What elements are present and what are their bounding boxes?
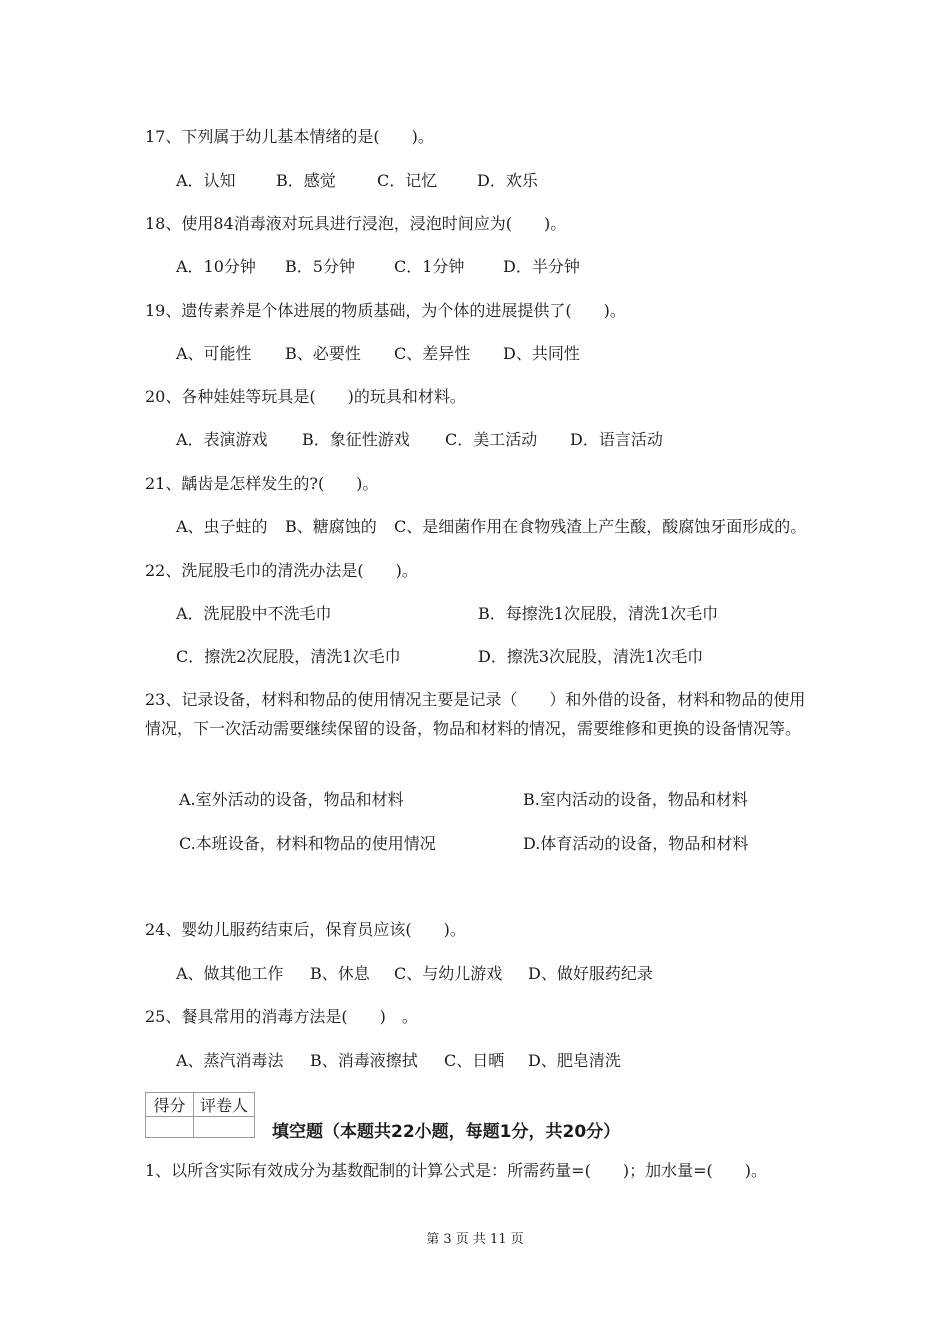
question-17-stem: 17、下列属于幼儿基本情绪的是( )。 (145, 127, 434, 146)
option: D、共同性 (503, 344, 580, 363)
option: B、必要性 (285, 344, 361, 363)
question-18-stem: 18、使用84消毒液对玩具进行浸泡，浸泡时间应为( )。 (145, 214, 567, 233)
option: B．5分钟 (285, 257, 355, 276)
fill-question-1-stem: 1、以所含实际有效成分为基数配制的计算公式是：所需药量=( )；加水量=( )。 (145, 1161, 767, 1180)
option: A.室外活动的设备，物品和材料 (179, 790, 404, 809)
option: A．认知 (176, 171, 236, 190)
option: A．10分钟 (176, 257, 256, 276)
score-box (145, 1092, 255, 1138)
option: C、与幼儿游戏 (394, 964, 503, 983)
option: A、蒸汽消毒法 (176, 1051, 284, 1070)
option: C、是细菌作用在食物残渣上产生酸，酸腐蚀牙面形成的。 (394, 517, 807, 536)
option: D.体育活动的设备，物品和材料 (523, 834, 749, 853)
question-24-stem: 24、婴幼儿服药结束后，保育员应该( )。 (145, 920, 466, 939)
option: A、可能性 (176, 344, 252, 363)
option: A、虫子蛀的 (176, 517, 268, 536)
question-25-stem: 25、餐具常用的消毒方法是( ) 。 (145, 1007, 418, 1026)
page-number: 第 3 页 共 11 页 (426, 1232, 524, 1247)
option: A．洗屁股中不洗毛巾 (176, 604, 332, 623)
option: D、做好服药纪录 (528, 964, 653, 983)
option: B.室内活动的设备，物品和材料 (523, 790, 748, 809)
option: D、肥皂清洗 (528, 1051, 621, 1070)
option: C．擦洗2次屁股，清洗1次毛巾 (176, 647, 401, 666)
grader-cell (194, 1117, 255, 1138)
option: C．记忆 (377, 171, 438, 190)
option: A、做其他工作 (176, 964, 284, 983)
score-cell (146, 1117, 194, 1138)
option: B、糖腐蚀的 (285, 517, 377, 536)
option: D．半分钟 (503, 257, 580, 276)
option: B．感觉 (276, 171, 336, 190)
question-20-stem: 20、各种娃娃等玩具是( )的玩具和材料。 (145, 387, 466, 406)
option: A．表演游戏 (176, 430, 268, 449)
question-23-stem: 23、记录设备，材料和物品的使用情况主要是记录（ ）和外借的设备，材料和物品的使用情况，下一次活动需要继续保留的设备，物品和材料的情况，需要维修和更换的设备情况等。 (145, 690, 806, 738)
option: C.本班设备，材料和物品的使用情况 (179, 834, 436, 853)
grader-label: 评卷人 (194, 1093, 255, 1117)
option: B、休息 (310, 964, 370, 983)
option: B、消毒液擦拭 (310, 1051, 418, 1070)
question-22-stem: 22、洗屁股毛巾的清洗办法是( )。 (145, 561, 418, 580)
option: C．1分钟 (394, 257, 465, 276)
score-label: 得分 (146, 1093, 194, 1117)
option: D．欢乐 (477, 171, 538, 190)
option: C、差异性 (394, 344, 471, 363)
section-title: 填空题（本题共22小题，每题1分，共20分） (272, 1122, 621, 1142)
option: D．语言活动 (570, 430, 663, 449)
option: D．擦洗3次屁股，清洗1次毛巾 (478, 647, 704, 666)
option: B．每擦洗1次屁股，清洗1次毛巾 (478, 604, 719, 623)
question-21-stem: 21、龋齿是怎样发生的?( )。 (145, 474, 379, 493)
question-19-stem: 19、遗传素养是个体进展的物质基础，为个体的进展提供了( )。 (145, 301, 626, 320)
option: B．象征性游戏 (302, 430, 410, 449)
option: C．美工活动 (445, 430, 538, 449)
option: C、日晒 (444, 1051, 505, 1070)
